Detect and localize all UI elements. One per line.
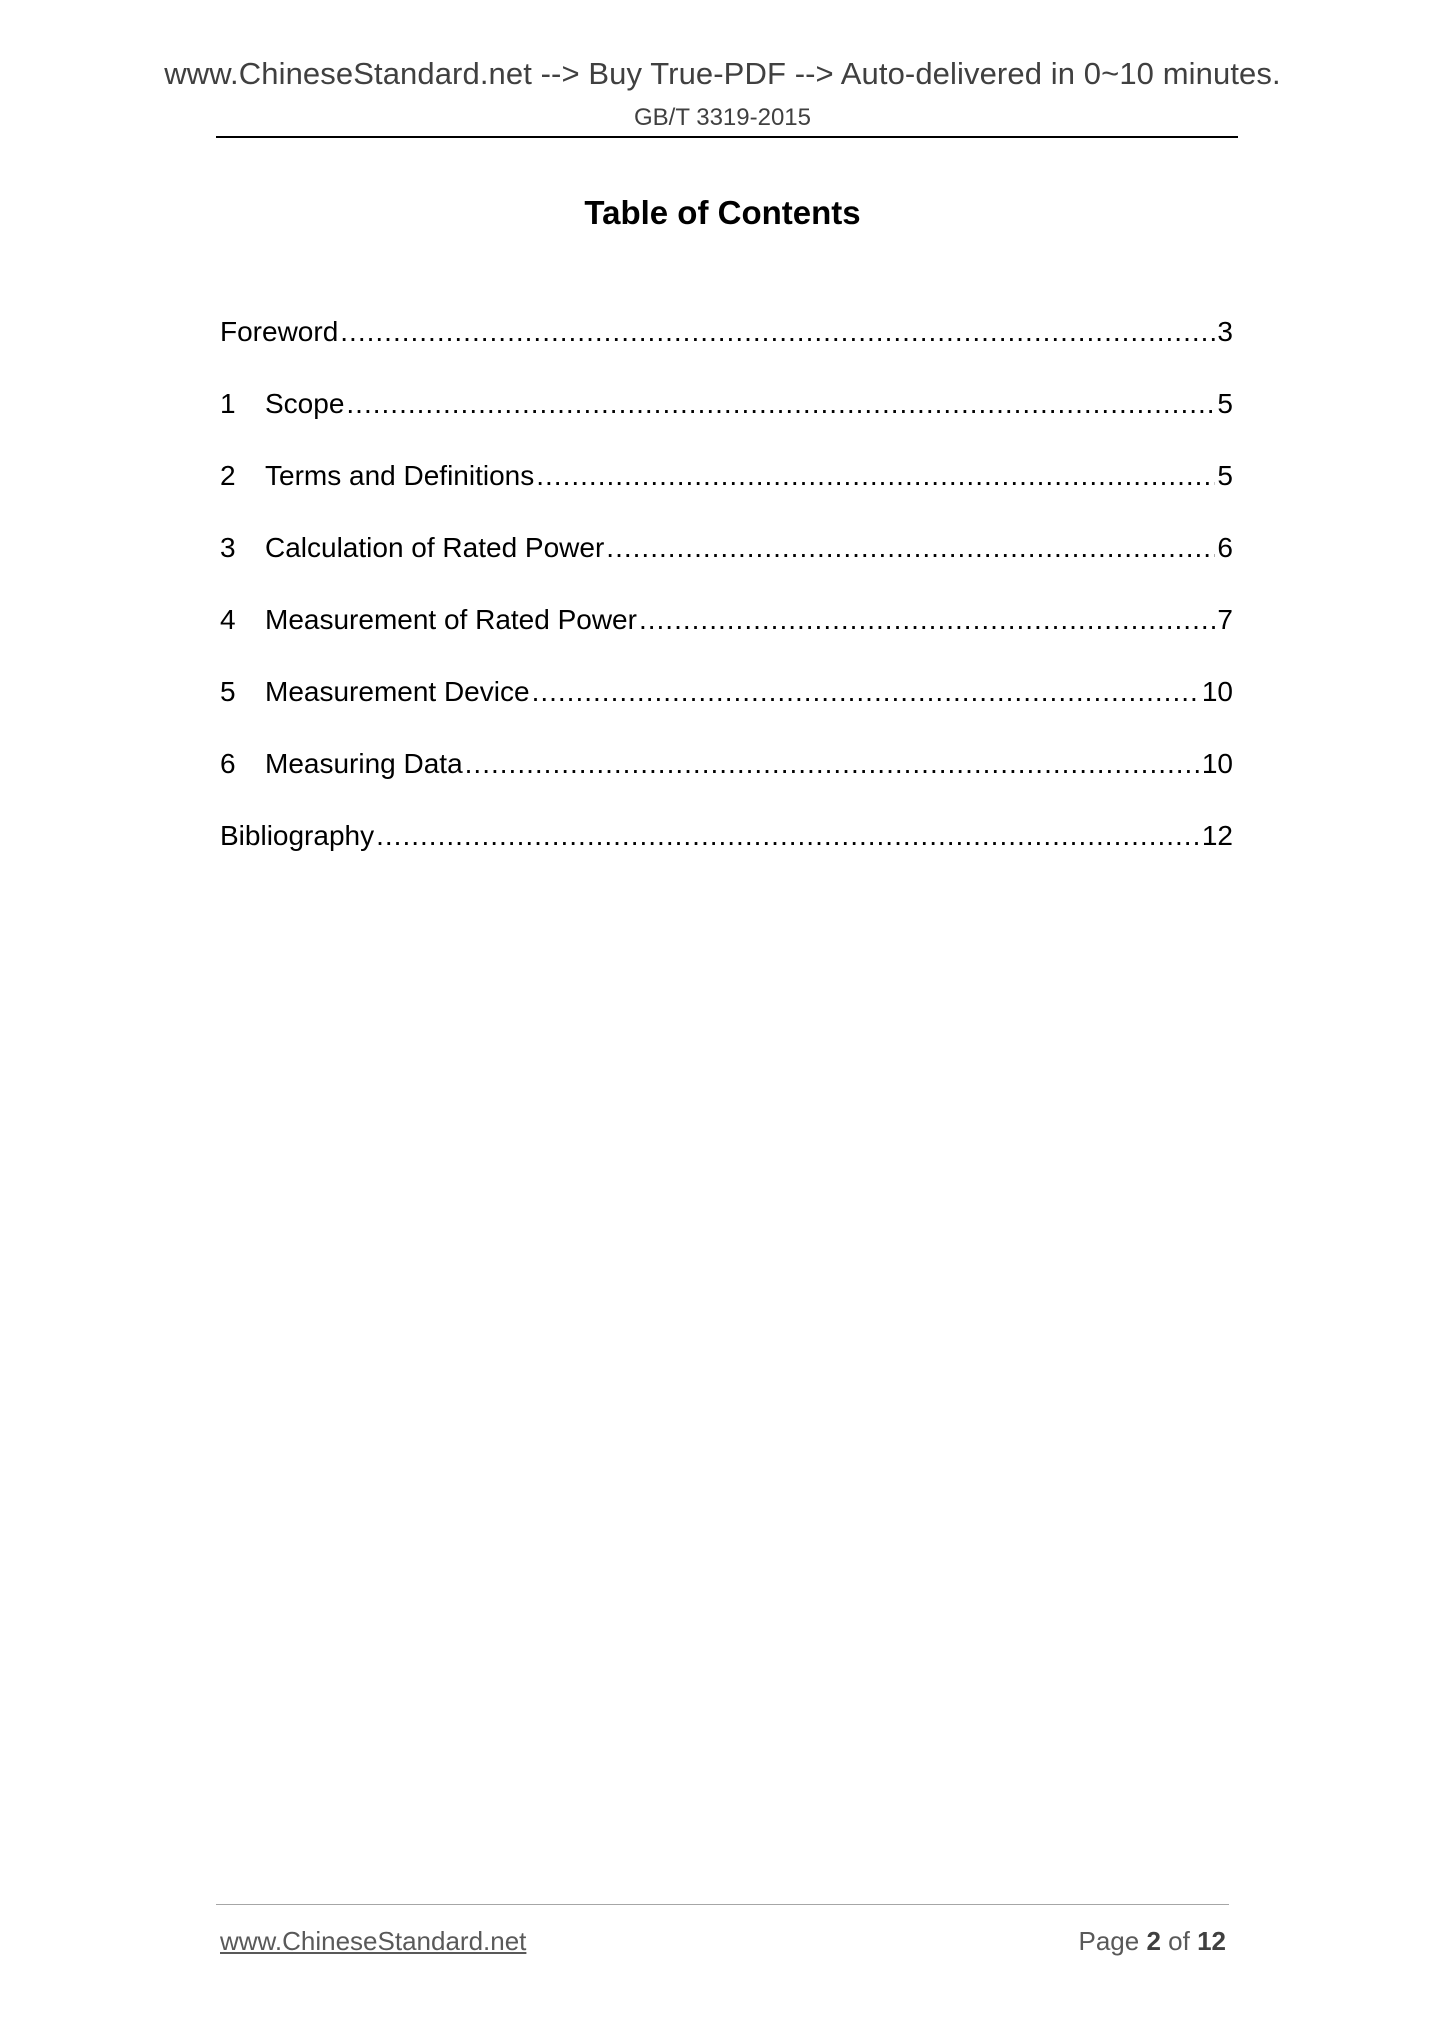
toc-leader-dots	[606, 528, 1215, 568]
toc-entry-device[interactable]	[220, 672, 1233, 744]
toc-entry-measurement[interactable]	[220, 600, 1233, 672]
toc-entry-number: 5	[220, 676, 236, 707]
toc-entry-label: Measuring Data	[265, 748, 463, 779]
toc-entry-label: Bibliography	[220, 820, 375, 851]
toc-entry-label: Measurement Device	[265, 676, 530, 707]
toc-leader-dots	[465, 744, 1200, 784]
toc-leader-dots	[532, 672, 1200, 712]
page-number	[1078, 1926, 1226, 1957]
page-total: 12	[1197, 1926, 1226, 1956]
toc-entry-terms[interactable]	[220, 456, 1233, 528]
toc-entry-scope[interactable]	[220, 384, 1233, 456]
page-title: Table of Contents	[584, 194, 861, 231]
toc-entry-page: 5	[1217, 460, 1233, 491]
toc-entry-page: 3	[1217, 316, 1233, 347]
footer-divider	[216, 1904, 1229, 1905]
toc-entry-number: 4	[220, 604, 236, 635]
toc-leader-dots	[346, 384, 1215, 424]
toc-entry-page: 12	[1201, 820, 1233, 851]
page-of: of	[1168, 1926, 1190, 1956]
toc-entry-page: 7	[1217, 604, 1233, 635]
toc-entry-page: 5	[1217, 388, 1233, 419]
toc-entry-label: Measurement of Rated Power	[265, 604, 637, 635]
toc-entry-page: 10	[1201, 676, 1233, 707]
toc-entry-number: 1	[220, 388, 236, 419]
page-current: 2	[1146, 1926, 1161, 1956]
page-prefix: Page	[1078, 1926, 1140, 1956]
toc-entry-bibliography[interactable]	[220, 816, 1233, 888]
toc-leader-dots	[639, 600, 1215, 640]
toc-entry-label: Terms and Definitions	[265, 460, 535, 491]
toc-entry-number: 2	[220, 460, 236, 491]
header-divider	[216, 136, 1238, 138]
toc-entry-calculation[interactable]	[220, 528, 1233, 600]
toc-leader-dots	[340, 312, 1215, 352]
footer-site-link[interactable]: www.ChineseStandard.net	[220, 1926, 527, 1956]
toc-entry-data[interactable]	[220, 744, 1233, 816]
toc-entry-number: 3	[220, 532, 236, 563]
toc-entry-foreword[interactable]	[220, 312, 1233, 384]
header-banner: www.ChineseStandard.net --> Buy True-PDF --> Auto-delivered in 0~10 minutes.	[164, 56, 1281, 91]
toc-entry-number: 6	[220, 748, 236, 779]
toc-entry-label: Foreword	[220, 316, 339, 347]
standard-code: GB/T 3319-2015	[633, 104, 811, 131]
toc-entry-label: Scope	[265, 388, 345, 419]
toc-leader-dots	[376, 816, 1200, 856]
toc-leader-dots	[536, 456, 1215, 496]
toc-entry-page: 6	[1217, 532, 1233, 563]
table-of-contents	[220, 312, 1233, 888]
toc-entry-page: 10	[1201, 748, 1233, 779]
toc-entry-label: Calculation of Rated Power	[265, 532, 605, 563]
